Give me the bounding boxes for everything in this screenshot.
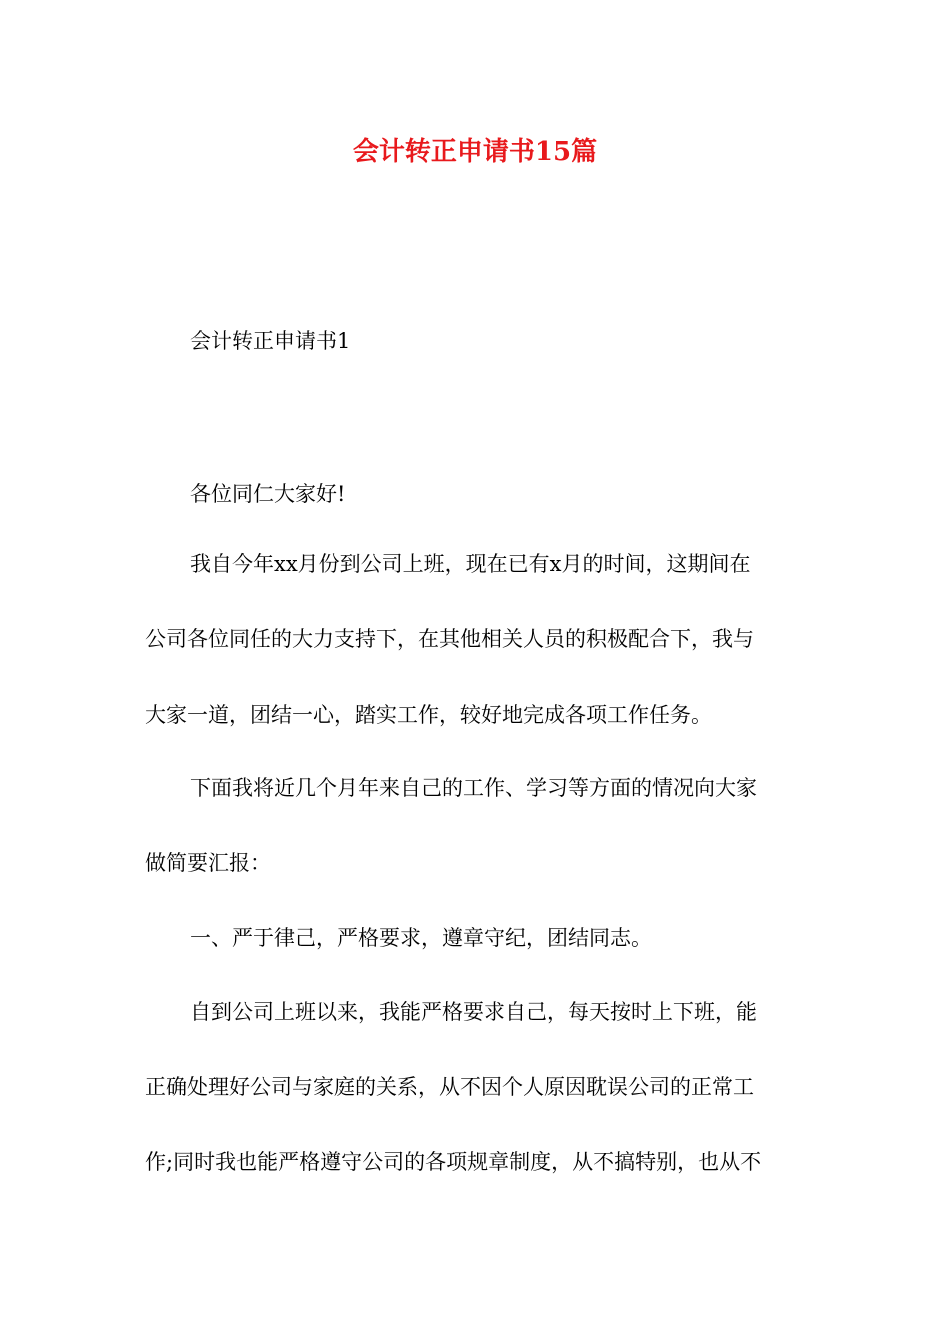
paragraph-line: 正确处理好公司与家庭的关系，从不因个人原因耽误公司的正常工 — [145, 1075, 754, 1099]
paragraph-line: 自到公司上班以来，我能严格要求自己，每天按时上下班，能 — [190, 1000, 757, 1024]
paragraph-line: 下面我将近几个月年来自己的工作、学习等方面的情况向大家 — [190, 776, 757, 800]
paragraph-line: 大家一道，团结一心，踏实工作，较好地完成各项工作任务。 — [145, 703, 712, 727]
greeting: 各位同仁大家好! — [190, 482, 346, 506]
paragraph-line: 我自今年xx月份到公司上班，现在已有x月的时间，这期间在 — [190, 552, 751, 576]
paragraph-line: 作;同时我也能严格遵守公司的各项规章制度，从不搞特别，也从不 — [145, 1150, 762, 1174]
paragraph-line: 公司各位同任的大力支持下，在其他相关人员的积极配合下，我与 — [145, 627, 754, 651]
document-title: 会计转正申请书15篇 — [352, 137, 598, 167]
section-heading: 会计转正申请书1 — [190, 329, 351, 353]
paragraph-line: 做简要汇报： — [145, 851, 271, 875]
section-subheading: 一、严于律己，严格要求，遵章守纪，团结同志。 — [190, 926, 652, 950]
